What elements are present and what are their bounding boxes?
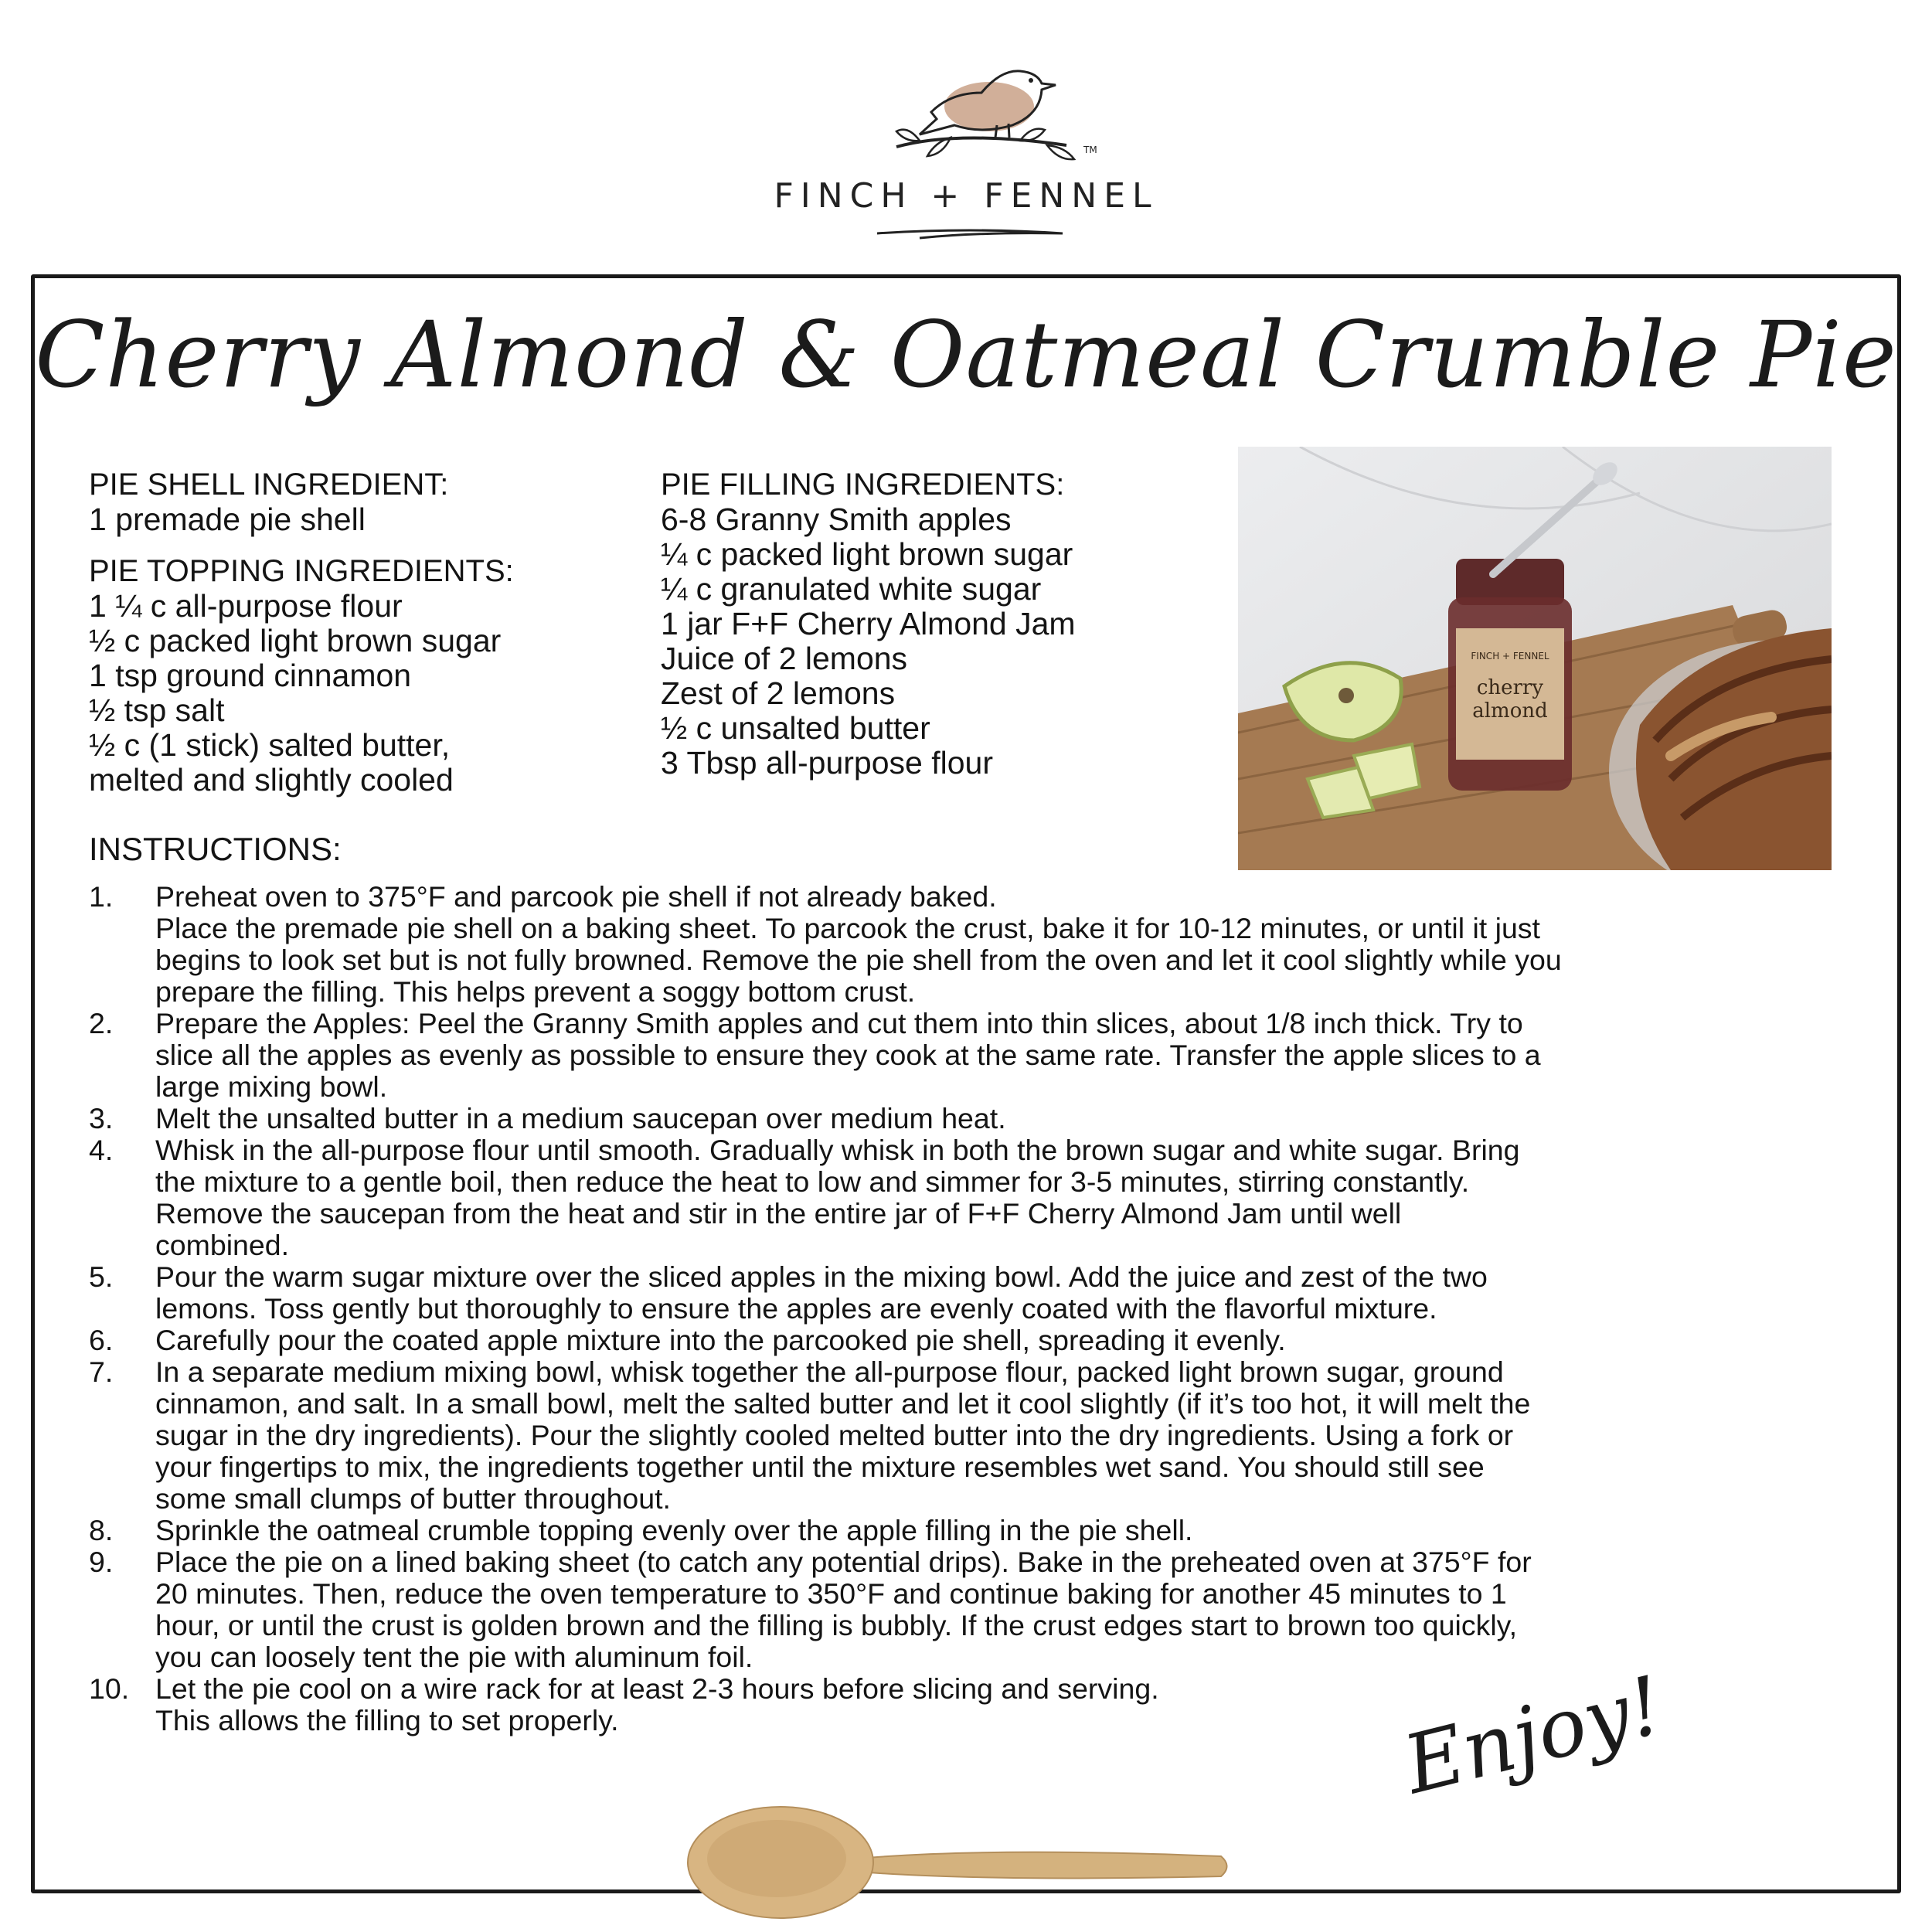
jar-label-line2: almond xyxy=(1472,699,1548,723)
filling-item: ½ c unsalted butter xyxy=(661,710,930,746)
wooden-spoon-icon xyxy=(680,1785,1236,1932)
step-text-line: the mixture to a gentle boil, then reduce the heat to low and simmer for 3-5 minutes, stirring constantly. xyxy=(155,1165,1470,1198)
recipe-title: Cherry Almond & Oatmeal Crumble Pie xyxy=(35,301,1897,408)
instruction-step xyxy=(89,1546,1859,1673)
step-number: 10. xyxy=(89,1672,130,1705)
enjoy-signoff: Enjoy! xyxy=(1395,1657,1672,1813)
topping-item: 1 tsp ground cinnamon xyxy=(89,658,412,693)
step-text-line: Whisk in the all-purpose flour until smooth. Gradually whisk in both the brown sugar and white sugar. Bring xyxy=(155,1134,1520,1166)
step-text-line: sugar in the dry ingredients). Pour the slightly cooled melted butter into the dry ingredients. Using a fork or xyxy=(155,1419,1514,1451)
instruction-step xyxy=(89,1008,1859,1103)
filling-item: Juice of 2 lemons xyxy=(661,641,908,676)
step-text-line: your fingertips to mix, the ingredients together until the mixture resembles wet sand. You should still see xyxy=(155,1451,1485,1483)
topping-item: 1 ¼ c all-purpose flour xyxy=(89,588,403,624)
step-text-line: Melt the unsalted butter in a medium saucepan over medium heat. xyxy=(155,1102,1006,1134)
step-number: 6. xyxy=(89,1324,114,1356)
svg-text:TM: TM xyxy=(1083,145,1097,155)
step-text-line: Place the pie on a lined baking sheet (to catch any potential drips). Bake in the preheated oven at 375°F for xyxy=(155,1546,1532,1578)
step-text-line: 20 minutes. Then, reduce the oven temperature to 350°F and continue baking for another 45 minutes to 1 xyxy=(155,1577,1507,1610)
filling-item: ¼ c granulated white sugar xyxy=(661,571,1042,607)
filling-item: 3 Tbsp all-purpose flour xyxy=(661,745,993,781)
step-number: 3. xyxy=(89,1102,114,1134)
topping-item: melted and slightly cooled xyxy=(89,762,454,798)
jar-label-line1: cherry xyxy=(1476,676,1544,699)
step-text-line: Place the premade pie shell on a baking sheet. To parcook the crust, bake it for 10-12 minutes, or until it just xyxy=(155,912,1540,944)
instruction-step xyxy=(89,1515,1859,1546)
pie-shell-heading: PIE SHELL INGREDIENT: xyxy=(89,468,449,502)
step-text-line: lemons. Toss gently but thoroughly to ensure the apples are evenly coated with the flavorful mixture. xyxy=(155,1292,1437,1325)
step-number: 2. xyxy=(89,1007,114,1039)
step-text-line: hour, or until the crust is golden brown and the filling is bubbly. If the crust edges start to brown too quickly, xyxy=(155,1609,1518,1641)
filling-item: Zest of 2 lemons xyxy=(661,675,896,711)
topping-item: ½ c packed light brown sugar xyxy=(89,623,502,658)
step-text-line: large mixing bowl. xyxy=(155,1070,388,1103)
pie-topping-heading: PIE TOPPING INGREDIENTS: xyxy=(89,554,514,588)
topping-item: ½ c (1 stick) salted butter, xyxy=(89,727,451,763)
instructions-heading: INSTRUCTIONS: xyxy=(89,831,342,867)
topping-item: ½ tsp salt xyxy=(89,692,225,728)
step-text-line: Sprinkle the oatmeal crumble topping evenly over the apple filling in the pie shell. xyxy=(155,1514,1193,1546)
instruction-step xyxy=(89,881,1859,1008)
step-text-line: cinnamon, and salt. In a small bowl, melt the salted butter and let it cool slightly (if it’s too hot, it will melt the xyxy=(155,1387,1531,1420)
filling-item: 1 jar F+F Cherry Almond Jam xyxy=(661,606,1076,641)
step-text-line: Carefully pour the coated apple mixture into the parcooked pie shell, spreading it evenly. xyxy=(155,1324,1286,1356)
step-text-line: Let the pie cool on a wire rack for at least 2-3 hours before slicing and serving. xyxy=(155,1672,1159,1705)
pie-shell-item: 1 premade pie shell xyxy=(89,502,366,537)
step-text-line: combined. xyxy=(155,1229,290,1261)
instruction-step xyxy=(89,1356,1859,1515)
step-number: 5. xyxy=(89,1260,114,1293)
step-text-line: prepare the filling. This helps prevent a soggy bottom crust. xyxy=(155,975,916,1008)
step-text-line: In a separate medium mixing bowl, whisk together the all-purpose flour, packed light brown sugar, ground xyxy=(155,1355,1504,1388)
ingredients-left-column xyxy=(89,468,645,798)
instruction-step xyxy=(89,1103,1859,1134)
instructions-list xyxy=(89,881,1859,1736)
step-number: 7. xyxy=(89,1355,114,1388)
step-number: 9. xyxy=(89,1546,114,1578)
step-text-line: you can loosely tent the pie with aluminum foil. xyxy=(155,1641,753,1673)
step-text-line: some small clumps of butter throughout. xyxy=(155,1482,671,1515)
instruction-step xyxy=(89,1325,1859,1356)
pie-and-jam-photo xyxy=(1238,447,1832,870)
step-number: 8. xyxy=(89,1514,114,1546)
step-text-line: Preheat oven to 375°F and parcook pie shell if not already baked. xyxy=(155,880,997,913)
instruction-step xyxy=(89,1134,1859,1261)
pie-filling-heading: PIE FILLING INGREDIENTS: xyxy=(661,468,1065,502)
step-text-line: Remove the saucepan from the heat and stir in the entire jar of F+F Cherry Almond Jam until well xyxy=(155,1197,1402,1230)
step-text-line: begins to look set but is not fully browned. Remove the pie shell from the oven and let it cool slightly while you xyxy=(155,944,1562,976)
step-text-line: slice all the apples as evenly as possible to ensure they cook at the same rate. Transfer the apple slices to a xyxy=(155,1039,1541,1071)
step-text-line: Prepare the Apples: Peel the Granny Smith apples and cut them into thin slices, about 1/8 inch thick. Try to xyxy=(155,1007,1523,1039)
ingredients-right-column xyxy=(661,468,1233,781)
filling-item: 6-8 Granny Smith apples xyxy=(661,502,1012,537)
filling-item: ¼ c packed light brown sugar xyxy=(661,536,1073,572)
step-text-line: Pour the warm sugar mixture over the sliced apples in the mixing bowl. Add the juice and zest of the two xyxy=(155,1260,1488,1293)
step-number: 1. xyxy=(89,880,114,913)
step-text-line: This allows the filling to set properly. xyxy=(155,1704,619,1736)
instruction-step xyxy=(89,1261,1859,1325)
jar-label-brand: FINCH + FENNEL xyxy=(1471,651,1549,662)
finch-bird-logo-icon xyxy=(866,39,1113,170)
step-number: 4. xyxy=(89,1134,114,1166)
brand-underline-swash xyxy=(873,224,1066,243)
brand-name: FINCH + FENNEL xyxy=(774,176,1158,216)
